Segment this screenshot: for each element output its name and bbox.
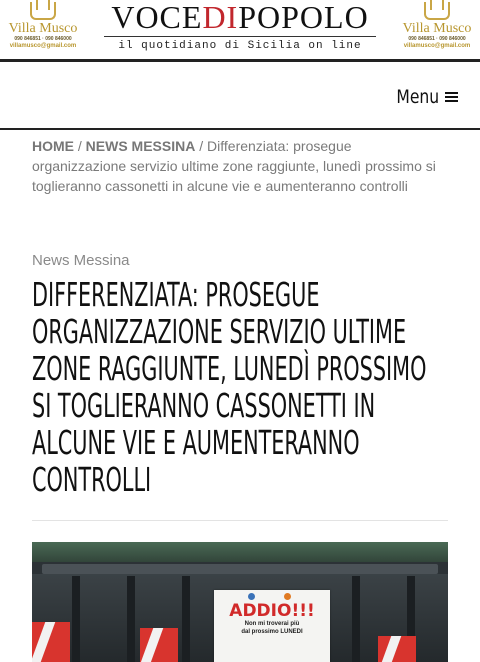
breadcrumb-home-link[interactable]: HOME — [32, 138, 74, 154]
notice-line: dal prossimo LUNEDI — [241, 629, 303, 635]
article-title-text: DIFFERENZIATA: PROSEGUE ORGANIZZAZIONE SERVIZIO ULTIME ZONE RAGGIUNTE, LUNEDÌ PROSSIMO SI TOGLIERANNO CASSONETTI IN ALCUNE VIE E AUMENTERANNO CONTROLLI — [32, 275, 427, 499]
masthead-tagline: il quotidiano di Sicilia on line — [118, 40, 362, 52]
reflector-stripe — [32, 622, 70, 662]
breadcrumb-separator: / — [195, 138, 208, 154]
site-header — [0, 0, 480, 62]
ad-banner-left[interactable] — [2, 2, 84, 58]
article-image[interactable] — [32, 542, 448, 662]
bin-rib — [127, 576, 135, 662]
nav-bar — [0, 62, 480, 130]
breadcrumb-section-link[interactable]: NEWS MESSINA — [85, 138, 196, 154]
bin-edge — [42, 564, 438, 574]
menu-label: Menu — [396, 86, 439, 108]
masthead-di: DI — [202, 0, 239, 35]
notice-line: Non mi troverai più — [244, 621, 300, 627]
ad-phones: 090 846851 · 090 846000 — [14, 36, 72, 42]
bin-rib — [72, 576, 80, 662]
villa-musco-logo-icon — [30, 2, 56, 20]
masthead-title — [88, 0, 392, 34]
bin-rib — [182, 576, 190, 662]
breadcrumb-separator: / — [74, 138, 86, 154]
reflector-stripe — [378, 636, 416, 662]
company-logo-icon — [284, 593, 291, 600]
ad-brand: Villa Musco — [402, 21, 472, 36]
ad-phones: 090 846851 · 090 846000 — [408, 36, 466, 42]
divider — [32, 520, 448, 521]
municipality-logo-icon — [248, 593, 255, 600]
breadcrumb-current: Differenziata: prosegue organizzazione servizio ultime zone raggiunte, lunedì prossimo si toglieranno cassonetti in alcune vie e aumenteranno controlli — [32, 138, 436, 194]
menu-button[interactable] — [387, 86, 458, 108]
article-title — [32, 276, 452, 498]
ad-brand: Villa Musco — [8, 21, 78, 36]
hamburger-icon — [445, 92, 458, 102]
ad-email: villamusco@gmail.com — [9, 43, 77, 49]
masthead-voce: VOCE — [111, 0, 203, 35]
breadcrumb — [32, 136, 442, 196]
notice-logos — [214, 590, 330, 602]
bin-lid — [32, 542, 448, 562]
site-logo[interactable] — [88, 0, 392, 52]
ad-banner-right[interactable] — [396, 2, 478, 58]
ad-email: villamusco@gmail.com — [403, 43, 471, 49]
villa-musco-logo-icon — [424, 2, 450, 20]
notice-title: ADDIO!!! — [229, 601, 315, 621]
reflector-stripe — [140, 628, 178, 662]
masthead-rule — [104, 36, 376, 37]
addio-notice — [214, 590, 330, 662]
masthead-popolo: POPOLO — [238, 0, 369, 35]
article-category-link[interactable]: News Messina — [32, 252, 130, 269]
bin-rib — [352, 576, 360, 662]
